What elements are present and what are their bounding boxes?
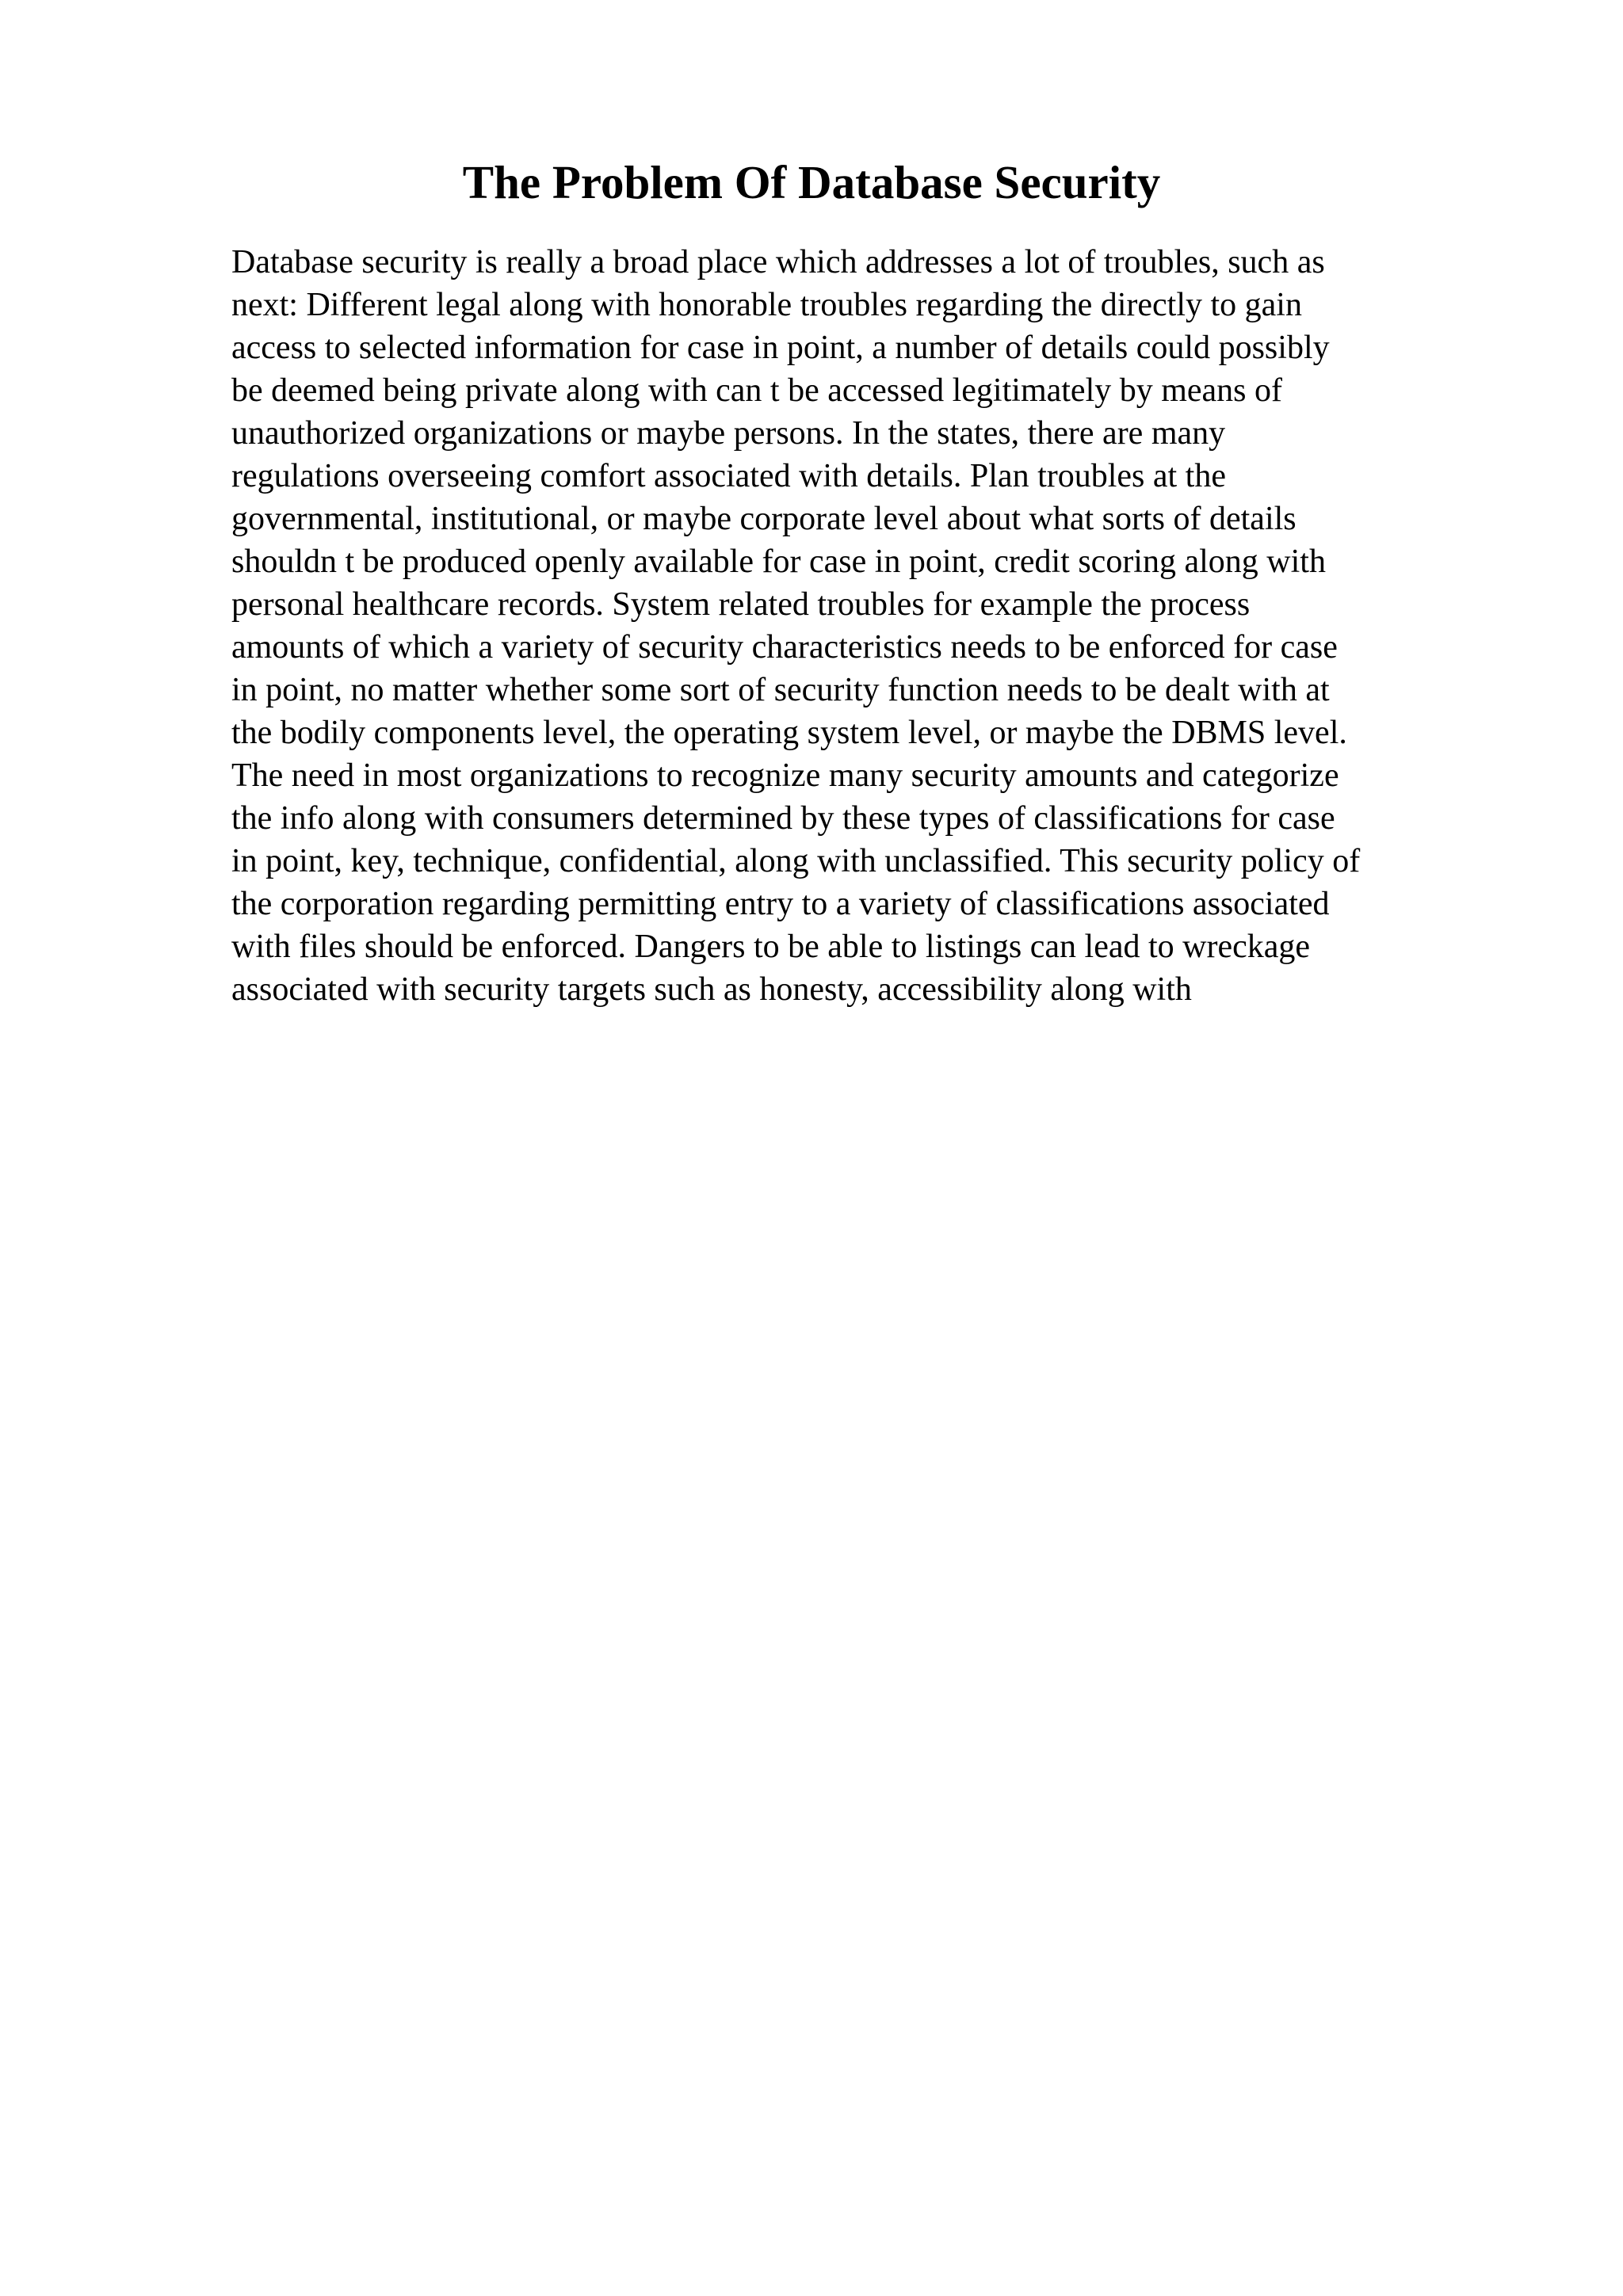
body-line: Database security is really a broad place which addresses a lot of troubles, such as bbox=[231, 244, 1325, 280]
body-line: associated with security targets such as honesty, accessibility along with bbox=[231, 971, 1192, 1008]
body-line: governmental, institutional, or maybe corporate level about what sorts of details bbox=[231, 501, 1296, 537]
body-line: the bodily components level, the operating system level, or maybe the DBMS level. bbox=[231, 715, 1347, 751]
body-line: in point, no matter whether some sort of security function needs to be dealt with at bbox=[231, 672, 1330, 708]
body-line: be deemed being private along with can t be accessed legitimately by means of bbox=[231, 372, 1283, 409]
body-line: next: Different legal along with honorable troubles regarding the directly to gain bbox=[231, 287, 1302, 323]
document-title: The Problem Of Database Security bbox=[462, 156, 1161, 208]
body-line: access to selected information for case in point, a number of details could possibly bbox=[231, 330, 1330, 366]
body-line: with files should be enforced. Dangers to be able to listings can lead to wreckage bbox=[231, 929, 1311, 965]
document-body bbox=[231, 241, 1579, 1011]
body-line: personal healthcare records. System related troubles for example the process bbox=[231, 586, 1251, 623]
body-line: in point, key, technique, confidential, along with unclassified. This security policy of bbox=[231, 843, 1361, 879]
body-line: amounts of which a variety of security characteristics needs to be enforced for case bbox=[231, 629, 1338, 666]
body-line: The need in most organizations to recognize many security amounts and categorize bbox=[231, 757, 1339, 794]
body-line: the info along with consumers determined by these types of classifications for case bbox=[231, 800, 1335, 837]
body-line: the corporation regarding permitting entry to a variety of classifications associated bbox=[231, 886, 1330, 922]
body-line: regulations overseeing comfort associated with details. Plan troubles at the bbox=[231, 458, 1226, 494]
body-line: shouldn t be produced openly available for case in point, credit scoring along with bbox=[231, 543, 1326, 580]
body-line: unauthorized organizations or maybe persons. In the states, there are many bbox=[231, 415, 1226, 452]
